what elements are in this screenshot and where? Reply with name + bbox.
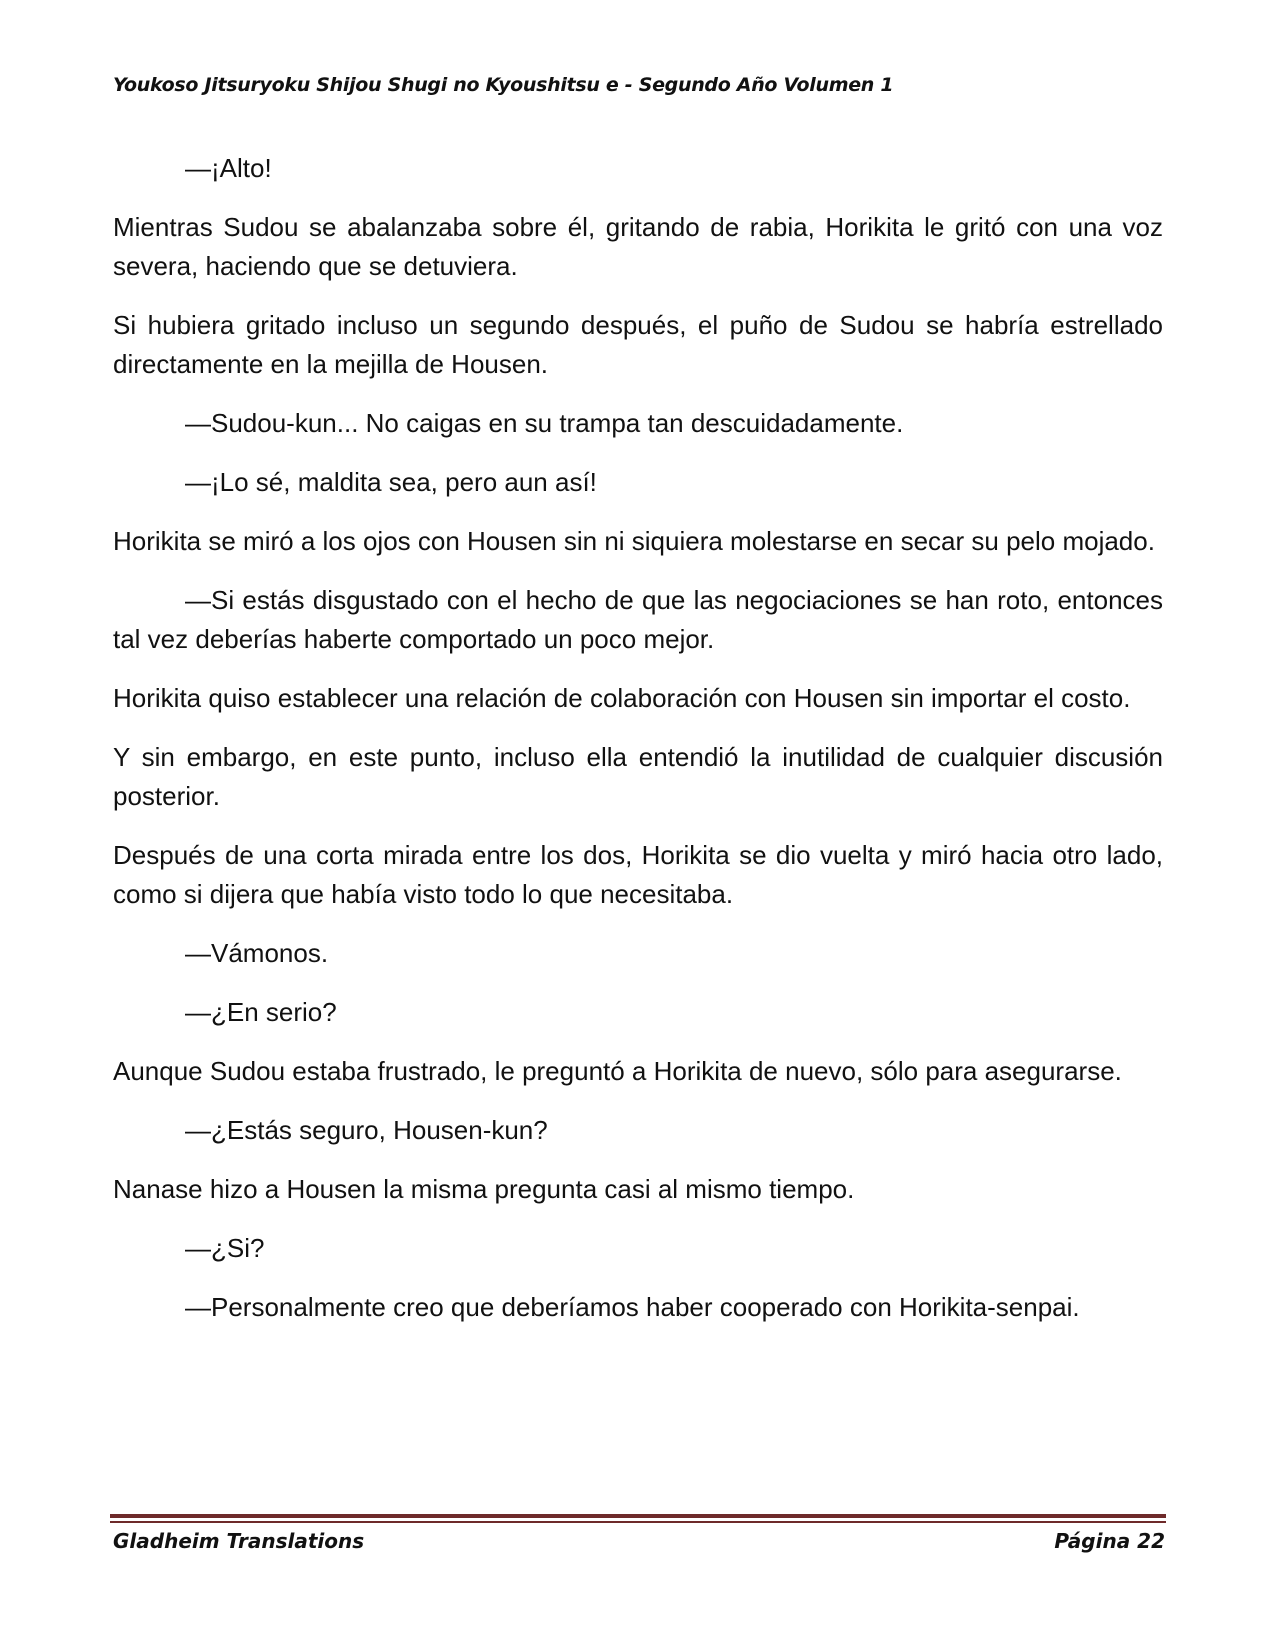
footer-translator: Gladheim Translations: [113, 1529, 365, 1553]
paragraph: Aunque Sudou estaba frustrado, le preguntó a Horikita de nuevo, sólo para asegurarse.: [113, 1056, 1122, 1086]
paragraph: Después de una corta mirada entre los dos, Horikita se dio vuelta y miró hacia otro lado, como si dijera que había visto todo lo que necesitaba.: [113, 840, 1163, 909]
paragraph: —¿Estás seguro, Housen-kun?: [185, 1115, 548, 1145]
paragraph: Si hubiera gritado incluso un segundo después, el puño de Sudou se habría estrellado directamente en la mejilla de Housen.: [113, 310, 1163, 379]
paragraph: Horikita quiso establecer una relación de colaboración con Housen sin importar el costo.: [113, 683, 1131, 713]
paragraph: Y sin embargo, en este punto, incluso ella entendió la inutilidad de cualquier discusión posterior.: [113, 742, 1163, 811]
footer-divider-thick: [110, 1514, 1166, 1518]
paragraph: Horikita se miró a los ojos con Housen sin ni siquiera molestarse en secar su pelo mojado.: [113, 526, 1155, 556]
paragraph: —Personalmente creo que deberíamos haber cooperado con Horikita-senpai.: [185, 1292, 1080, 1322]
paragraph: —¡Lo sé, maldita sea, pero aun así!: [185, 467, 597, 497]
paragraph: —¿En serio?: [185, 997, 337, 1027]
paragraph: —Sudou-kun... No caigas en su trampa tan descuidadamente.: [185, 408, 904, 438]
paragraph: —Si estás disgustado con el hecho de que las negociaciones se han roto, entonces tal vez deberías haberte comportado un poco mejor.: [113, 585, 1163, 654]
running-header: Youkoso Jitsuryoku Shijou Shugi no Kyoushitsu e - Segundo Año Volumen 1: [113, 74, 894, 96]
paragraph: Nanase hizo a Housen la misma pregunta casi al mismo tiempo.: [113, 1174, 855, 1204]
paragraph: Mientras Sudou se abalanzaba sobre él, gritando de rabia, Horikita le gritó con una voz severa, haciendo que se detuviera.: [113, 212, 1163, 281]
page-body: [113, 149, 1163, 1347]
footer-divider-thin: [110, 1521, 1166, 1523]
paragraph: —Vámonos.: [185, 938, 329, 968]
paragraph: —¿Si?: [185, 1233, 265, 1263]
footer-page-number: Página 22: [1054, 1529, 1165, 1553]
paragraph: —¡Alto!: [185, 153, 272, 183]
